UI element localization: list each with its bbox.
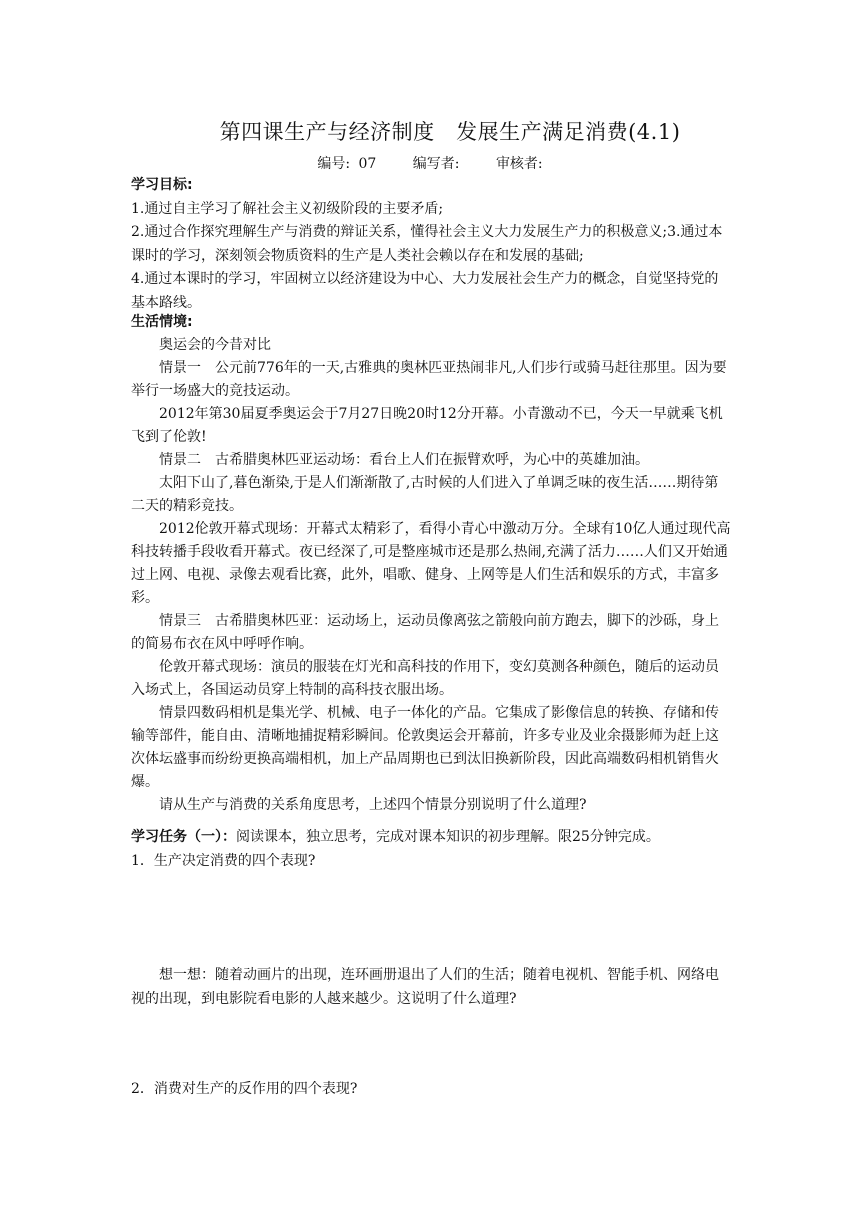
document-meta xyxy=(0,153,860,173)
page-title: 第四课生产与经济制度 发展生产满足消费(4.1) xyxy=(219,120,681,144)
task1-instruction: 阅读课本，独立思考，完成对课本知识的初步理解。限25分钟完成。 xyxy=(236,829,660,845)
situation-paragraph: 情景四数码相机是集光学、机械、电子一体化的产品。它集成了影像信息的转换、存储和传输等部件，能自由、清晰地捕捉精彩瞬间。伦敦奥运会开幕前，许多专业及业余摄影师为赶上这次体坛盛事而纷纷更换高端相机，加上产品周期也已到汰旧换新阶段，因此高端数码相机销售火爆。 xyxy=(131,705,719,790)
situation-paragraph: 情景二 古希腊奥林匹亚运动场：看台上人们在振臂欢呼，为心中的英雄加油。 xyxy=(159,452,649,468)
task1-question-2: 2．消费对生产的反作用的四个表现? xyxy=(131,1081,358,1097)
objective-item: 4.通过本课时的学习，牢固树立以经济建设为中心、大力发展社会生产力的概念，自觉坚持党的基本路线。 xyxy=(131,271,719,311)
task1-part-2 xyxy=(131,1078,731,1102)
reviewer-field: 审核者: xyxy=(495,156,543,172)
writer-field: 编写者: xyxy=(412,156,460,172)
learning-objectives xyxy=(131,174,731,315)
situation-paragraph: 2012伦敦开幕式现场：开幕式太精彩了，看得小青心中激动万分。全球有10亿人通过现代高科技转播手段收看开幕式。夜已经深了,可是整座城市还是那么热闹,充满了活力……人们又开始通过上网、电视、录像去观看比赛，此外，唱歌、健身、上网等是人们生活和娱乐的方式，丰富多彩。 xyxy=(131,521,731,606)
situation-heading: 生活情境: xyxy=(131,314,193,330)
task1-question-1: 1．生产决定消费的四个表现? xyxy=(131,852,316,869)
objective-item: 2.通过合作探究理解生产与消费的辩证关系，懂得社会主义大力发展生产力的积极意义;3.通过本课时的学习，深刻领会物质资料的生产是人类社会赖以存在和发展的基础; xyxy=(131,224,723,264)
think-prompt xyxy=(131,964,731,1011)
situation-subtitle: 奥运会的今昔对比 xyxy=(159,337,271,353)
situation-paragraph: 2012年第30届夏季奥运会于7月27日晚20时12分开幕。小青激动不已，今天一早就乘飞机飞到了伦敦! xyxy=(131,406,723,445)
document-number: 编号: 07 xyxy=(317,156,377,172)
situation-paragraph: 伦敦开幕式现场：演员的服装在灯光和高科技的作用下，变幻莫测各种颜色，随后的运动员入场式上，各国运动员穿上特制的高科技衣服出场。 xyxy=(131,659,719,698)
task1-heading: 学习任务（一）： xyxy=(131,829,236,845)
life-situation xyxy=(131,311,731,817)
situation-question: 请从生产与消费的关系角度思考，上述四个情景分别说明了什么道理? xyxy=(159,797,587,813)
situation-paragraph: 情景三 古希腊奥林匹亚：运动场上，运动员像离弦之箭般向前方跑去，脚下的沙砾，身上的简易布衣在风中呼呼作响。 xyxy=(131,613,719,652)
learning-task-1 xyxy=(131,826,731,873)
objectives-heading: 学习目标: xyxy=(131,177,193,193)
think-paragraph: 想一想：随着动画片的出现，连环画册退出了人们的生活；随着电视机、智能手机、网络电视的出现，到电影院看电影的人越来越少。这说明了什么道理? xyxy=(131,967,719,1007)
objective-item: 1.通过自主学习了解社会主义初级阶段的主要矛盾; xyxy=(131,200,444,217)
situation-paragraph: 情景一 公元前776年的一天,古雅典的奥林匹亚热闹非凡,人们步行或骑马赶往那里。因为要举行一场盛大的竞技运动。 xyxy=(131,360,727,399)
situation-paragraph: 太阳下山了,暮色渐染,于是人们渐渐散了,古时候的人们进入了单调乏味的夜生活……期待第二天的精彩竞技。 xyxy=(131,475,719,514)
